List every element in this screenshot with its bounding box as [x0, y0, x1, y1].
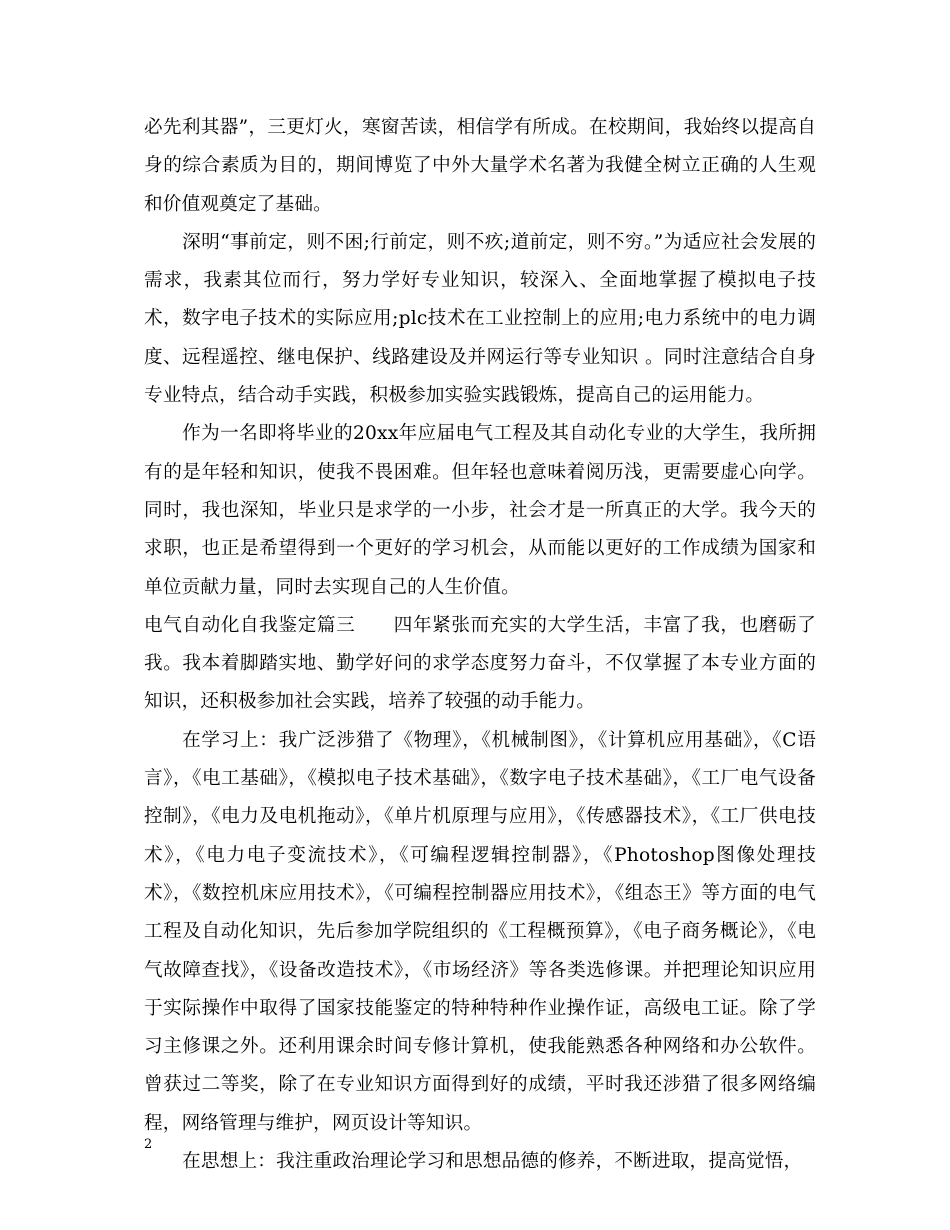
- paragraph-graduate-statement: 作为一名即将毕业的20xx年应届电气工程及其自动化专业的大学生，我所拥有的是年轻和知识，使我不畏困难。但年轻也意味着阅历浅，更需要虚心向学。同时，我也深知，毕业只是求学的一小步，社会才是一所真正的大学。我今天的求职，也正是希望得到一个更好的学习机会，从而能以更好的工作成绩为国家和单位贡献力量，同时去实现自己的人生价值。: [144, 423, 816, 598]
- paragraph-continuation: 必先利其器”，三更灯火，寒窗苦读，相信学有所成。在校期间，我始终以提高自身的综合素质为目的，期间博览了中外大量学术名著为我健全树立正确的人生观和价值观奠定了基础。: [144, 117, 816, 215]
- paragraph-professional-knowledge: 深明“事前定，则不困;行前定，则不疚;道前定，则不穷。”为适应社会发展的需求，我素其位而行，努力学好专业知识，较深入、全面地掌握了模拟电子技术，数字电子技术的实际应用;plc技术在工业控制上的应用;电力系统中的电力调度、远程遥控、继电保护、线路建设及并网运行等专业知识 。同时注意结合自身专业特点，结合动手实践，积极参加实验实践锻炼，提高自己的运用能力。: [144, 231, 816, 407]
- paragraph-section-three: 电气自动化自我鉴定篇三 四年紧张而充实的大学生活，丰富了我，也磨砺了我。我本着脚踏实地、勤学好问的求学态度努力奋斗，不仅掌握了本专业方面的知识，还积极参加社会实践，培养了较强的动手能力。: [144, 614, 816, 713]
- page-number: 2: [144, 1137, 153, 1152]
- paragraph-thought: 在思想上：我注重政治理论学习和思想品德的修养，不断进取，提高觉悟，: [182, 1151, 803, 1173]
- paragraph-study: 在学习上：我广泛涉猎了《物理》，《机械制图》，《计算机应用基础》，《C语言》，《电工基础》，《模拟电子技术基础》，《数字电子技术基础》，《工厂电气设备控制》，《电力及电机拖动》，《单片机原理与应用》，《传感器技术》，《工厂供电技术》，《电力电子变流技术》，《可编程逻辑控制器》，《Photoshop图像处理技术》，《数控机床应用技术》，《可编程控制器应用技术》，《组态王》等方面的电气工程及自动化知识，先后参加学院组织的《工程概预算》，《电子商务概论》，《电气故障查找》，《设备改造技术》，《市场经济》等各类选修课。并把理论知识应用于实际操作中取得了国家技能鉴定的特种特种作业操作证，高级电工证。除了学习主修课之外。还利用课余时间专修计算机，使我能熟悉各种网络和办公软件。曾获过二等奖，除了在专业知识方面得到好的成绩，平时我还涉猎了很多网络编程，网络管理与维护，网页设计等知识。: [144, 729, 816, 1134]
- document-body: [144, 109, 816, 1181]
